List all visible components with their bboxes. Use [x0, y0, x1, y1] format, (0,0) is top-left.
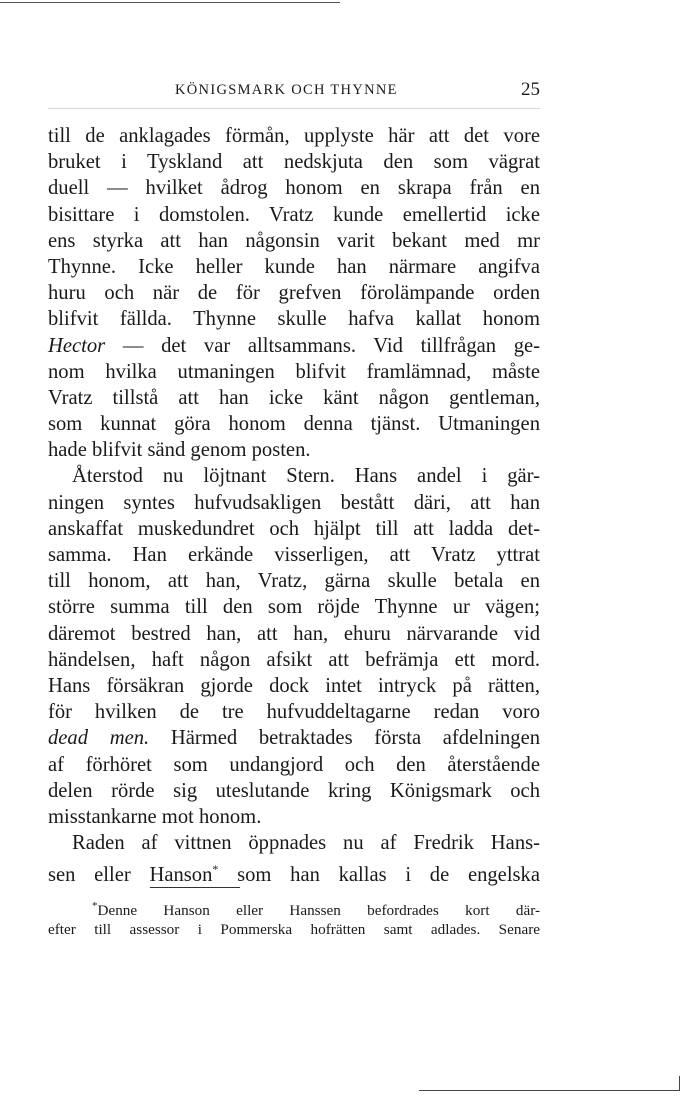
footnote-line — [48, 894, 540, 918]
running-head — [48, 79, 540, 104]
text-line-part: som han kallas i de engelska — [237, 864, 540, 887]
body-text — [48, 123, 541, 887]
italic-dead-men: dead men. — [48, 727, 150, 750]
text-line: större summa till den som röjde Thynne ur vägen; — [48, 596, 540, 619]
footnote-marker: * — [92, 900, 98, 912]
top-edge-rule — [0, 2, 340, 3]
running-title: KÖNIGSMARK OCH THYNNE — [175, 82, 398, 98]
text-line-footnote-ref — [48, 856, 540, 887]
text-line-rest: Härmed betraktades första afdelningen — [170, 727, 541, 750]
text-line-hector — [48, 333, 540, 359]
text-line: huru och när de för grefven förolämpande orden — [48, 282, 540, 305]
footnote-text: Denne Hanson eller Hanssen befordrades kort där- — [97, 902, 540, 920]
text-line: Vratz tillstå att han icke känt någon gentleman, — [48, 386, 540, 409]
footnote-rule — [150, 887, 240, 888]
text-line: för hvilken de tre hufvuddeltagarne redan voro — [48, 701, 540, 724]
text-line: samma. Han erkände visserligen, att Vratz yttrat — [48, 544, 540, 566]
text-line: som kunnat göra honom denna tjänst. Utmaningen — [48, 413, 540, 436]
text-line: misstankarne mot honom. — [48, 805, 262, 828]
text-line: bruket i Tyskland att nedskjuta den som vägrat — [48, 151, 540, 174]
text-line: nom hvilka utmaningen blifvit framlämnad, måste — [48, 360, 540, 383]
text-line-dead-men — [48, 725, 540, 751]
text-line: till honom, att han, Vratz, gärna skulle betala en — [48, 570, 540, 593]
text-line: af förhöret som undangjord och den återstående — [48, 753, 540, 776]
text-line: Hans försäkran gjorde dock intet intryck på rätten, — [48, 674, 540, 697]
page-number: 25 — [521, 79, 540, 100]
footnote — [48, 894, 540, 942]
text-line: till de anklagades förmån, upplyste här att det vore — [48, 125, 540, 147]
text-line: anskaffat muskedundret och hjälpt till att ladda det- — [48, 517, 540, 540]
text-line: hade blifvit sänd genom posten. — [48, 439, 311, 462]
text-line-part: sen eller Hanson — [48, 864, 213, 887]
text-line: bisittare i domstolen. Vratz kunde emellertid icke — [48, 203, 540, 226]
text-line: händelsen, haft någon afsikt att befrämja ett mord. — [48, 648, 540, 671]
header-rule — [48, 108, 540, 109]
text-line-rest: — det var alltsammans. Vid tillfrågan ge- — [122, 334, 541, 357]
footnote-ref-marker: * — [212, 862, 219, 877]
text-line: ningen syntes hufvudsakligen bestått däri, att han — [48, 491, 540, 514]
text-line: Thynne. Icke heller kunde han närmare angifva — [48, 255, 540, 278]
text-line: ens styrka att han någonsin varit bekant med mr — [48, 229, 540, 252]
scan-edge-mark — [419, 1076, 680, 1091]
text-line: blifvit fällda. Thynne skulle hafva kallat honom — [48, 308, 540, 331]
text-line: delen rörde sig uteslutande kring Königsmark och — [48, 779, 540, 802]
italic-hector: Hector — [48, 334, 106, 357]
text-line: Återstod nu löjtnant Stern. Hans andel i gär- — [72, 465, 540, 488]
text-line: däremot bestred han, att han, ehuru närvarande vid — [48, 622, 540, 645]
text-line: duell — hvilket ådrog honom en skrapa från en — [48, 177, 540, 200]
text-line: Raden af vittnen öppnades nu af Fredrik Hans- — [72, 832, 540, 855]
footnote-line: efter till assessor i Pommerska hofrätten samt adlades. Senare — [48, 921, 540, 938]
